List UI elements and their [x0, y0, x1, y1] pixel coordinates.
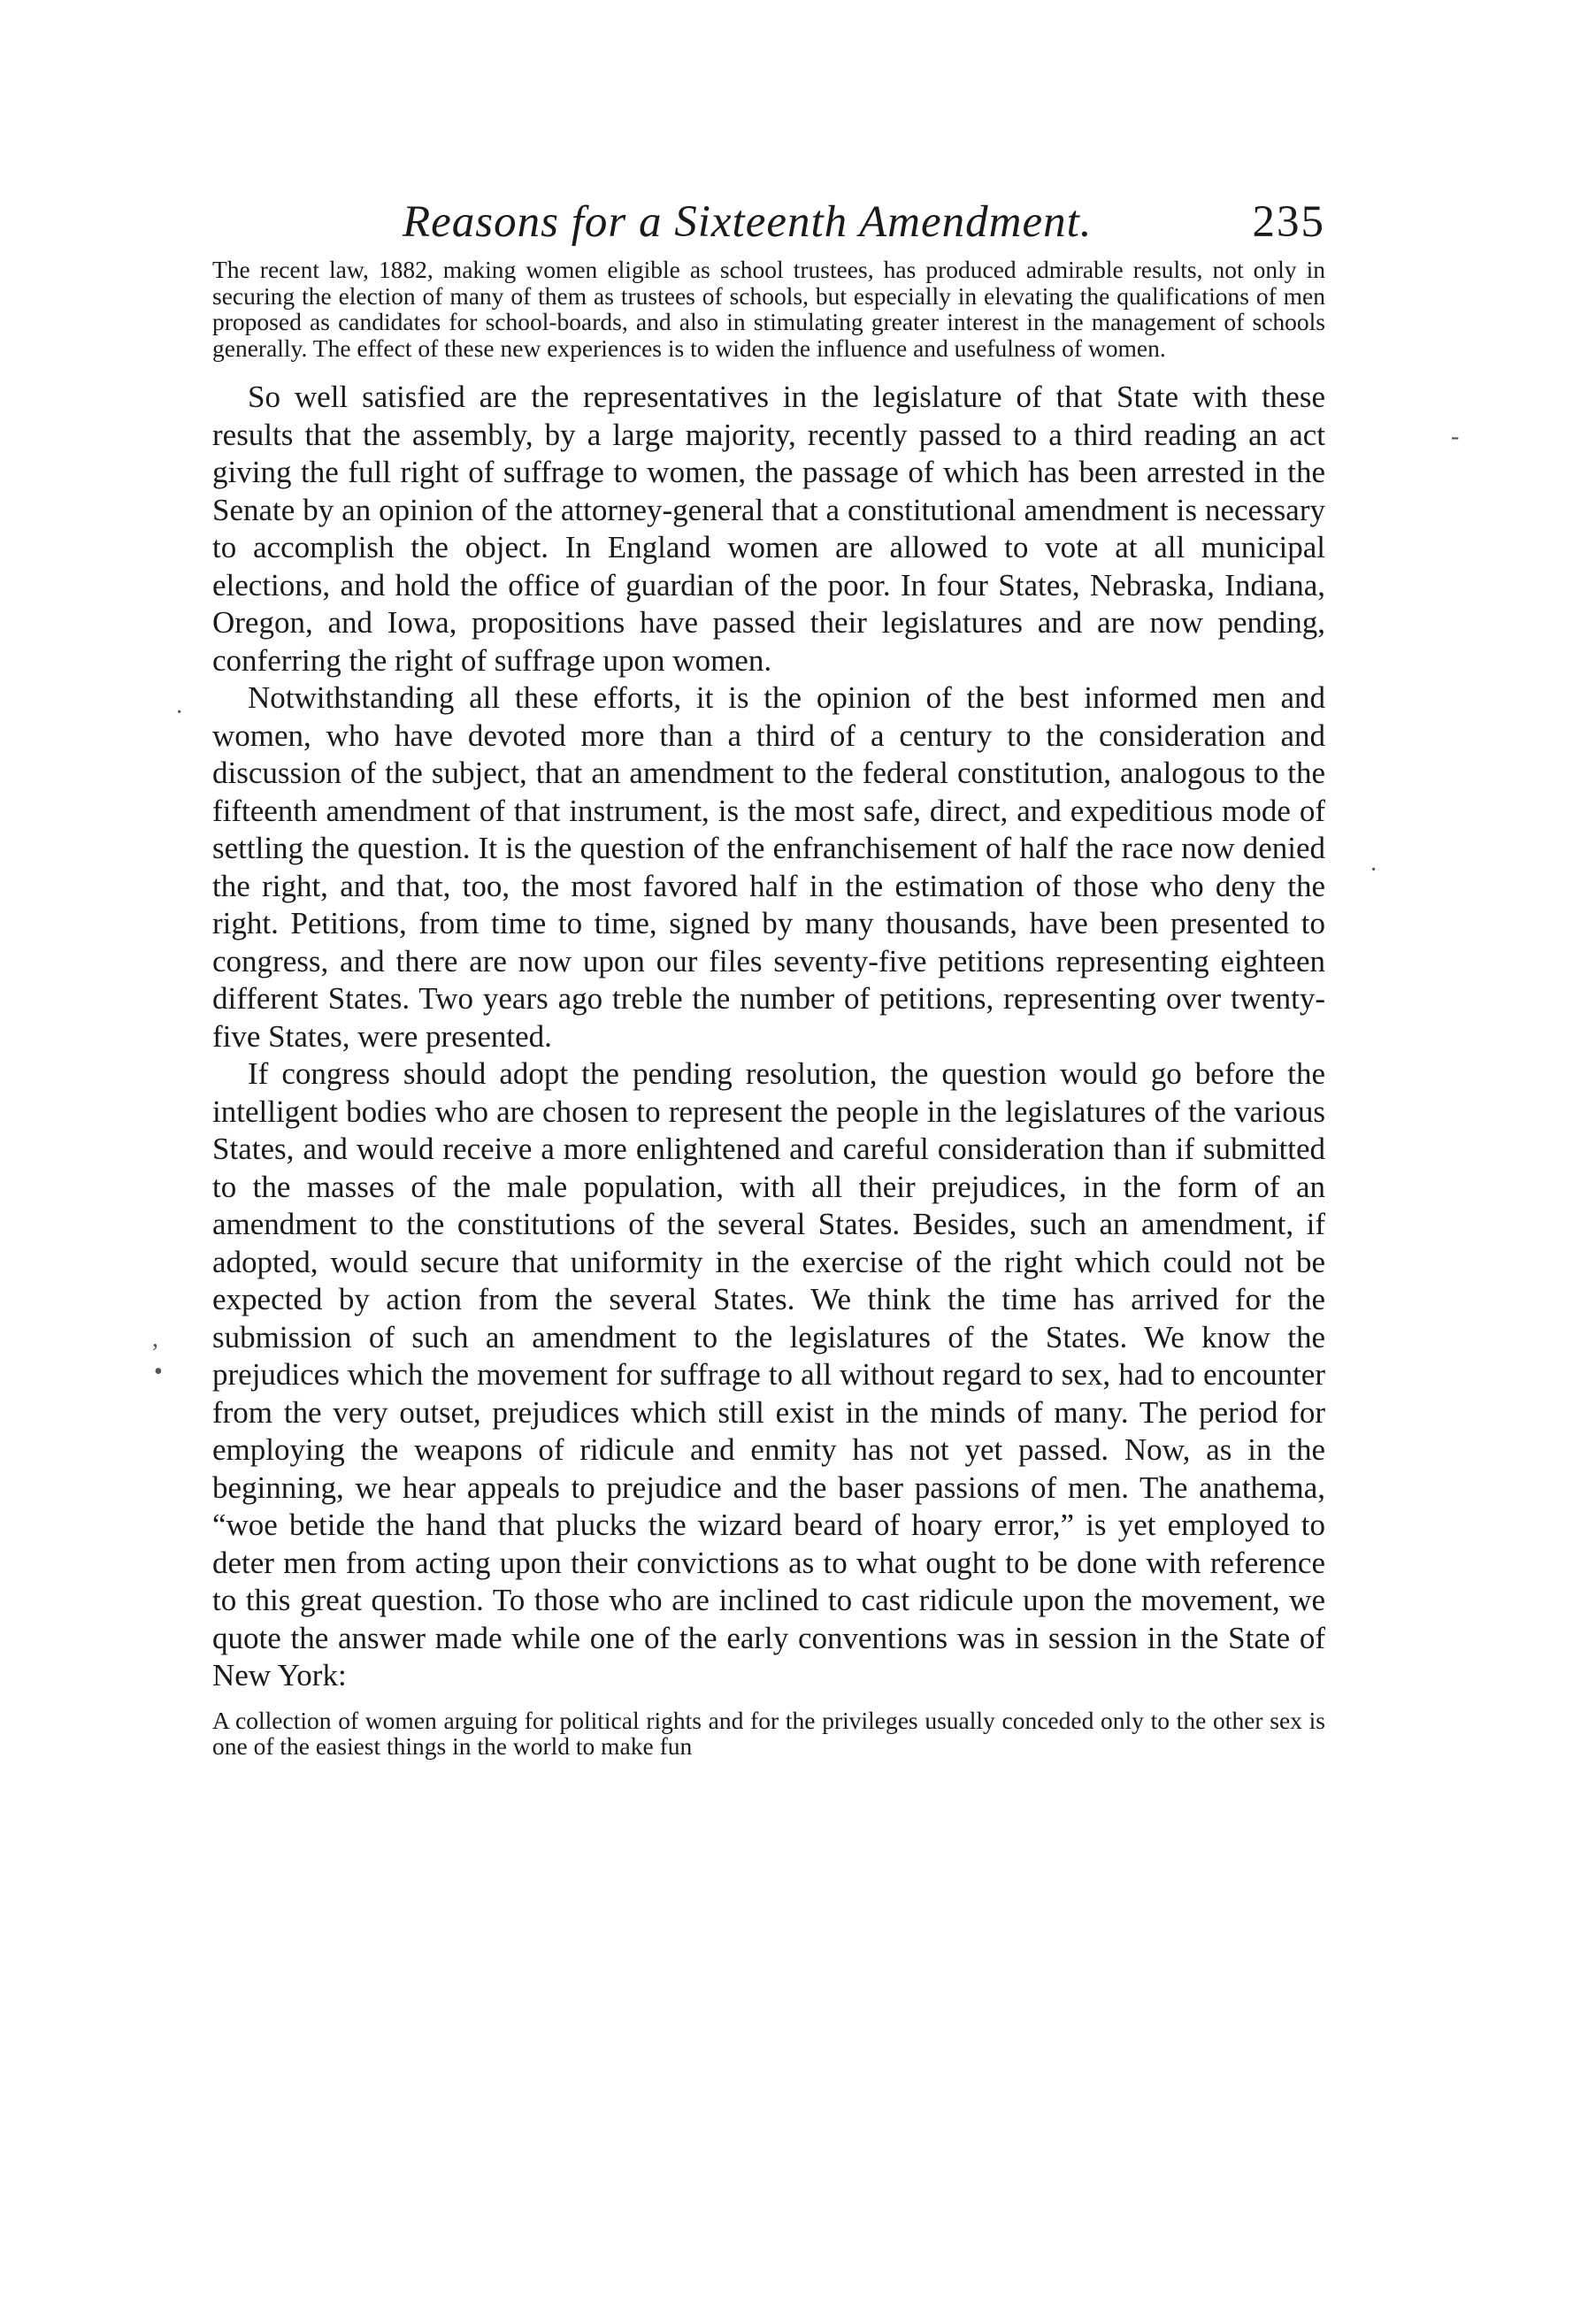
margin-speck: - [1451, 423, 1460, 450]
running-title: Reasons for a Sixteenth Amendment. [403, 197, 1093, 247]
block-quote-collection-of-women: A collection of women arguing for political rights and for the privileges usually conceded only to the other sex is one of the easiest things in the world to make fun [212, 1706, 1325, 1760]
document-page [212, 177, 1325, 1760]
block-quote-school-trustees: The recent law, 1882, making women eligible as school trustees, has produced admirable results, not only in securing the election of many of them as trustees of schools, but especially in elevating the qualifications of men proposed as candidates for school-boards, and also in stimulating greater interest in the management of schools generally. The effect of these new experiences is to widen the influence and usefulness of women. [212, 256, 1325, 362]
margin-speck: • [154, 1358, 163, 1385]
paragraph-congress: If congress should adopt the pending resolution, the question would go before the intelligent bodies who are chosen to represent the people in the legislatures of the various States, and would receive a more enlightened and careful consideration than if submitted to the masses of the male population, with all their prejudices, in the form of an amendment to the constitutions of the several States. Besides, such an amendment, if adopted, would secure that uniformity in the exercise of the right which could not be expected by action from the several States. We think the time has arrived for the submission of such an amendment to the legislatures of the States. We know the prejudices which the movement for suffrage to all without regard to sex, had to encounter from the very outset, prejudices which still exist in the minds of many. The period for employing the weapons of ridicule and enmity has not yet passed. Now, as in the beginning, we hear appeals to prejudice and the baser passions of men. The anathema, “woe betide the hand that plucks the wizard beard of hoary error,” is yet employed to deter men from acting upon their convictions as to what ought to be done with reference to this great question. To those who are inclined to cast ridicule upon the movement, we quote the answer made while one of the early conventions was in session in the State of New York: [212, 1056, 1325, 1692]
page-header [212, 177, 1325, 257]
margin-speck: · [175, 699, 184, 726]
margin-speck: · [1370, 856, 1378, 884]
paragraph-legislature: So well satisfied are the representatives in the legislature of that State with these results that the assembly, by a large majority, recently passed to a third reading an act giving the full right of suffrage to women, the passage of which has been arrested in the Senate by an opinion of the attorney-general that a constitutional amendment is necessary to accomplish the object. In England women are allowed to vote at all municipal elections, and hold the office of guardian of the poor. In four States, Nebraska, Indiana, Oregon, and Iowa, propositions have passed their legislatures and are now pending, conferring the right of suffrage upon women. [212, 380, 1325, 678]
margin-speck: , [152, 1325, 158, 1353]
page-number: 235 [1252, 197, 1325, 247]
paragraph-notwithstanding: Notwithstanding all these efforts, it is the opinion of the best informed men and women, who have devoted more than a third of a century to the consideration and discussion of the subject, that an amendment to the federal constitution, analogous to the fifteenth amendment of that instrument, is the most safe, direct, and expeditious mode of settling the question. It is the question of the enfranchisement of half the race now denied the right, and that, too, the most favored half in the estimation of those who deny the right. Petitions, from time to time, signed by many thousands, have been presented to congress, and there are now upon our files seventy-five petitions representing eighteen different States. Two years ago treble the number of petitions, representing over twenty-five States, were presented. [212, 680, 1325, 1054]
